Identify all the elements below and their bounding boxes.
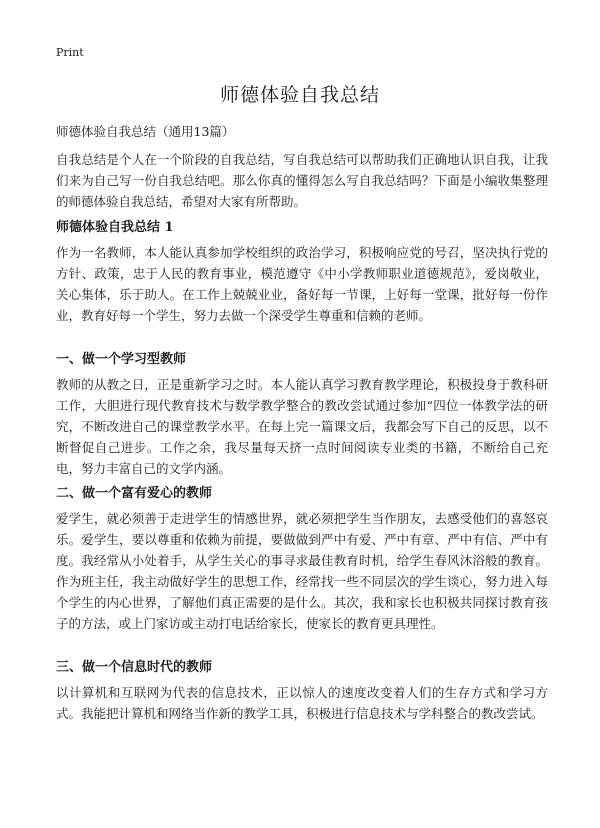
print-link[interactable]: Print [56, 46, 84, 59]
caring-teacher-paragraph: 爱学生，就必须善于走进学生的情感世界，就必须把学生当作朋友，去感受他们的喜怒哀乐。爱学生，要以尊重和依赖为前提，要做做到严中有爱、严中有章、严中有信、严中有度。我经常从小处着手，从学生关心的事寻求最佳教育时机，给学生春风沐浴般的教育。作为班主任，我主动做好学生的思想工作，经常找一些不同层次的学生谈心，努力进入每个学生的内心世界，了解他们真正需要的是什么。其次，我和家长也积极共同探讨教育孩子的方法，或上门家访或主动打电话给家长，使家长的教育更具理性。 [56, 511, 548, 631]
intro-paragraph: 自我总结是个人在一个阶段的自我总结，写自我总结可以帮助我们正确地认识自我，让我们来为自己写一份自我总结吧。那么你真的懂得怎么写自我总结吗？下面是小编收集整理的师德体验自我总结，希望对大家有所帮助。 [56, 152, 548, 209]
page-title: 师德体验自我总结 [219, 84, 380, 106]
section-1-paragraph: 作为一名教师，本人能认真参加学校组织的政治学习，积极响应党的号召，坚决执行党的方针、政策，忠于人民的教育事业，模范遵守《中小学教师职业道德规范》，爱岗敬业，关心集体，乐于助人。在工作上兢兢业业，备好每一节课，上好每一堂课，批好每一份作业，教育好每一个学生，努力去做一个深受学生尊重和信赖的老师。 [56, 245, 548, 323]
subheading-caring-teacher: 二、做一个富有爱心的教师 [56, 486, 213, 501]
subheading-learning-teacher: 一、做一个学习型教师 [56, 352, 187, 367]
learning-teacher-paragraph: 教师的从教之日，正是重新学习之时。本人能认真学习教育教学理论，积极投身于教科研工作，大胆进行现代教育技术与数学教学整合的教改尝试通过参加“四位一体教学法的研究，不断改进自己的课堂教学水平。在每上完一篇课文后，我都会写下自己的反思，以不断督促自己进步。工作之余，我尽量每天挤一点时间阅读专业类的书籍，不断给自己充电，努力丰富自己的文学内涵。 [56, 377, 548, 476]
section-heading-1: 师德体验自我总结 1 [56, 220, 174, 235]
document-subtitle: 师德体验自我总结（通用13篇） [56, 124, 235, 139]
subheading-information-age-teacher: 三、做一个信息时代的教师 [56, 660, 213, 675]
information-age-paragraph: 以计算机和互联网为代表的信息技术，正以惊人的速度改变着人们的生存方式和学习方式。我能把计算机和网络当作新的教学工具，积极进行信息技术与学科整合的教改尝试。 [56, 685, 548, 721]
